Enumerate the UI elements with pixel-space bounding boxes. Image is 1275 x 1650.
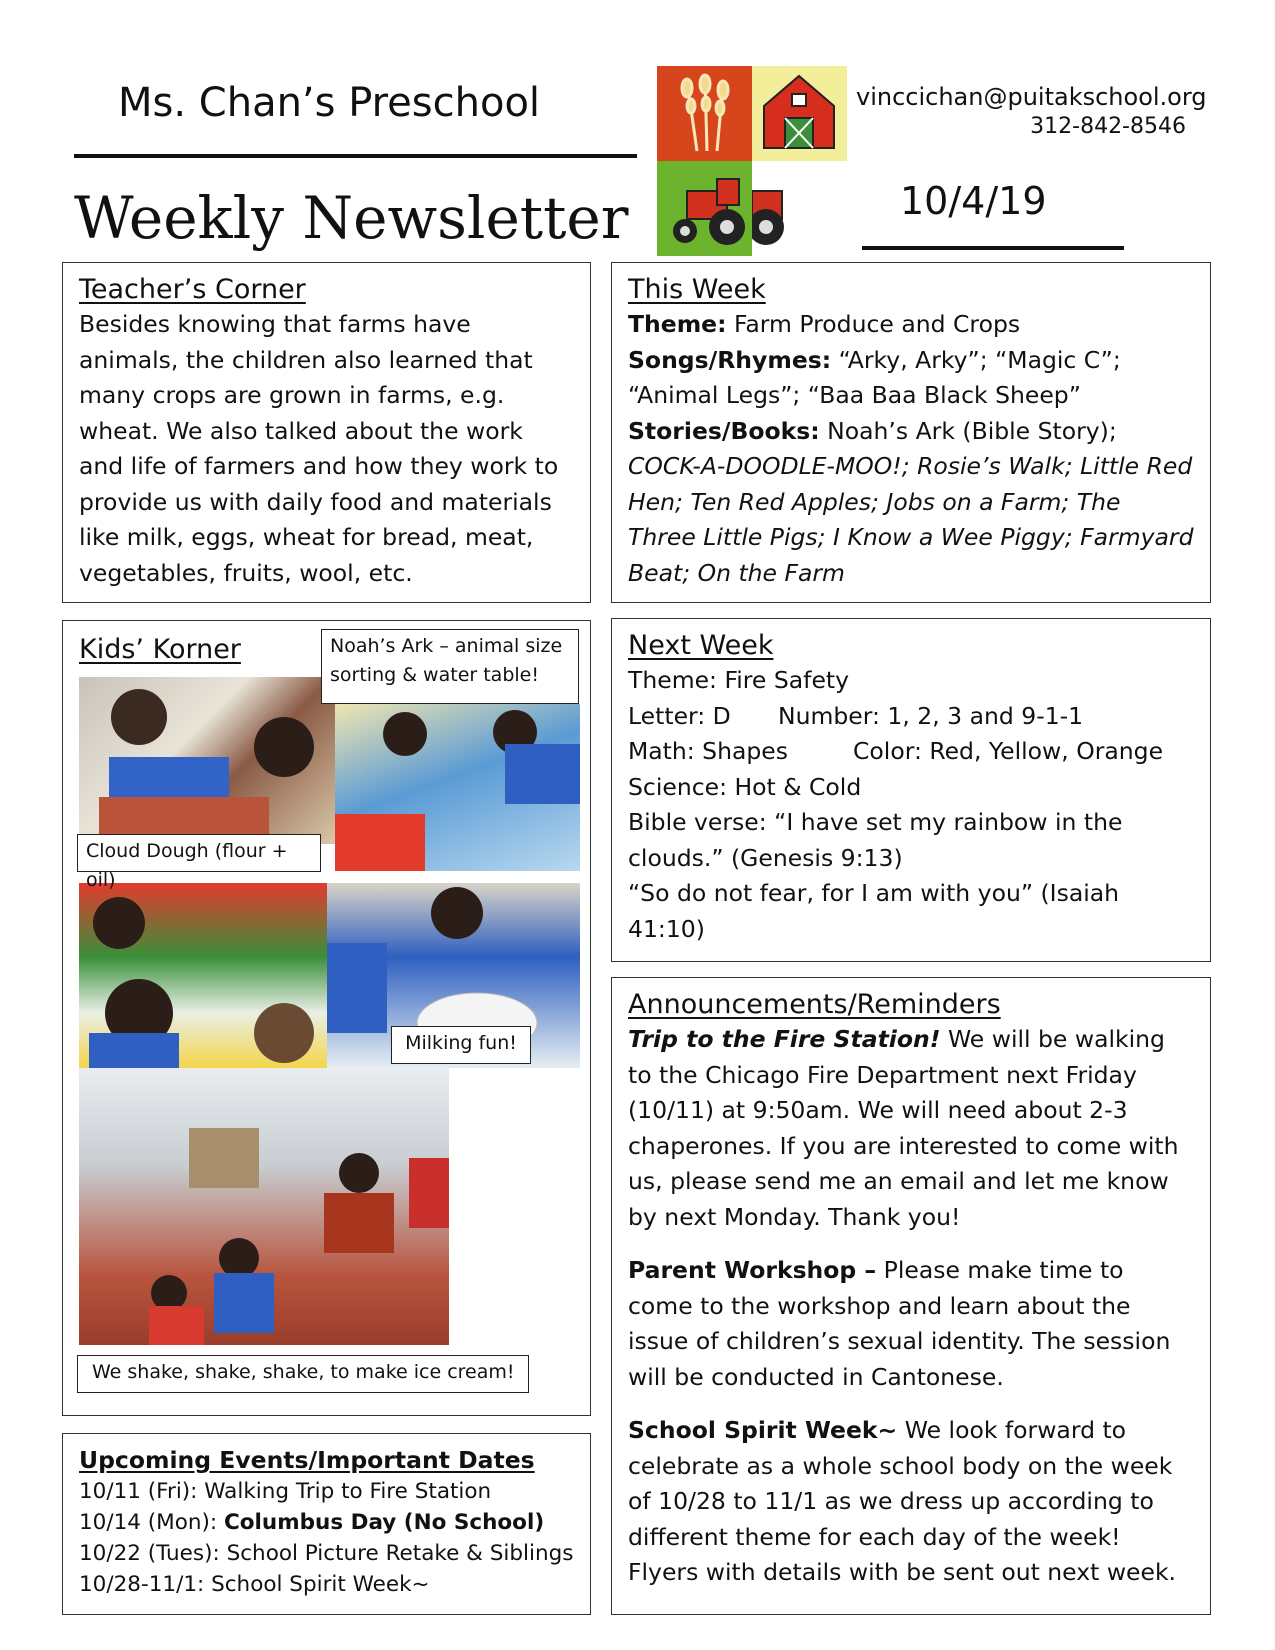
next-bible-verse: Bible verse: “I have set my rainbow in the clouds.” (Genesis 9:13) (628, 808, 1123, 872)
announcement-spirit (628, 1413, 1194, 1591)
tractor-icon-extension (752, 161, 847, 256)
header-rule (74, 154, 637, 158)
next-verse-2: “So do not fear, for I am with you” (Isaiah 41:10) (628, 879, 1120, 943)
photo-sorting (79, 677, 335, 844)
next-letter: Letter: D (628, 701, 731, 730)
next-science: Science: Hot & Cold (628, 772, 862, 801)
caption-milking: Milking fun! (391, 1026, 531, 1064)
event-date: 10/14 (Mon): (79, 1510, 218, 1535)
songs-line (628, 343, 1194, 414)
announcements-title: Announcements/Reminders (628, 989, 1001, 1020)
theme-label: Theme: (628, 310, 727, 338)
newsletter-title: Weekly Newsletter (74, 184, 629, 252)
this-week-body (628, 307, 1194, 591)
kids-korner-title: Kids’ Korner (79, 634, 241, 665)
contact-email[interactable]: vinccichan@puitakschool.org (856, 83, 1207, 111)
trip-text: We will be walking to the Chicago Fire Department next Friday (10/11) at 9:50am. We will need about 2-3 chaperones. If you are interested to come with us, please send me an email and let me know by next Monday. Thank you! (628, 1025, 1179, 1231)
event-text: School Spirit Week~ (211, 1572, 430, 1597)
event-text: School Picture Retake & Siblings (226, 1541, 574, 1566)
teachers-corner-title: Teacher’s Corner (79, 274, 306, 305)
next-week-title: Next Week (628, 630, 774, 661)
spirit-heading: School Spirit Week~ (628, 1416, 898, 1444)
teachers-corner-box (62, 262, 591, 603)
event-item (79, 1507, 574, 1538)
workshop-heading: Parent Workshop – (628, 1256, 877, 1284)
events-list (79, 1476, 574, 1600)
wheat-icon (657, 66, 752, 161)
stories-plain: Noah’s Ark (Bible Story); (827, 416, 1117, 445)
stories-titles: COCK-A-DOODLE-MOO!; Rosie’s Walk; Little Red Hen; Ten Red Apples; Jobs on a Farm; The Three Little Pigs; I Know a Wee Piggy; Farmyard Beat; On the Farm (628, 452, 1194, 587)
theme-value: Farm Produce and Crops (734, 310, 1021, 338)
this-week-title: This Week (628, 274, 766, 305)
stories-label: Stories/Books: (628, 416, 820, 445)
event-text: Walking Trip to Fire Station (204, 1479, 492, 1504)
event-date: 10/11 (Fri): (79, 1479, 198, 1504)
event-date: 10/28-11/1: (79, 1572, 205, 1597)
stories-line (628, 414, 1194, 592)
newsletter-date: 10/4/19 (900, 179, 1047, 223)
trip-heading: Trip to the Fire Station! (628, 1025, 941, 1053)
next-week-box (611, 618, 1211, 962)
next-math: Math: Shapes (628, 737, 789, 765)
workshop-text: Please make time to come to the workshop and learn about the issue of children’s sexual identity. The session will be conducted in Cantonese. (628, 1256, 1171, 1391)
next-color: Color: Red, Yellow, Orange (853, 737, 1164, 765)
date-rule (862, 246, 1124, 250)
upcoming-events-box (62, 1433, 591, 1615)
letter-number-line (628, 699, 1194, 735)
next-number: Number: 1, 2, 3 and 9-1-1 (778, 701, 1084, 730)
event-date: 10/22 (Tues): (79, 1541, 220, 1566)
tractor-icon (657, 161, 752, 256)
this-week-box (611, 262, 1211, 603)
caption-ice-cream: We shake, shake, shake, to make ice cream! (77, 1355, 529, 1393)
announcement-trip (628, 1022, 1194, 1235)
next-theme: Theme: Fire Safety (628, 666, 850, 694)
caption-cloud-dough: Cloud Dough (flour + oil) (77, 834, 321, 872)
school-name: Ms. Chan’s Preschool (118, 80, 541, 126)
upcoming-title: Upcoming Events/Important Dates (79, 1446, 535, 1474)
event-item (79, 1476, 574, 1507)
next-week-body (628, 663, 1194, 947)
photo-water-table (335, 704, 580, 871)
farm-logo (657, 66, 847, 256)
barn-icon (752, 66, 847, 161)
songs-value: “Arky, Arky”; “Magic C”; “Animal Legs”; “Baa Baa Black Sheep” (628, 345, 1121, 409)
caption-noahs-ark: Noah’s Ark – animal size sorting & water table! (321, 629, 579, 704)
spirit-text: We look forward to celebrate as a whole school body on the week of 10/28 to 11/1 as we dress up according to different theme for each day of the week! Flyers with details with be sent out next week. (628, 1416, 1177, 1586)
event-item (79, 1538, 574, 1569)
kids-korner-box (62, 620, 591, 1416)
teachers-corner-text: Besides knowing that farms have animals, the children also learned that many crops are grown in farms, e.g. wheat. We also talked about the work and life of farmers and how they work to provide us with daily food and materials like milk, eggs, wheat for bread, meat, vegetables, fruits, wool, etc. (79, 310, 559, 587)
photo-ice-cream (79, 1068, 449, 1345)
event-item (79, 1569, 574, 1600)
songs-label: Songs/Rhymes: (628, 345, 832, 374)
math-color-line (628, 734, 1194, 770)
contact-phone: 312-842-8546 (1030, 114, 1186, 139)
announcement-workshop (628, 1253, 1194, 1395)
theme-line (628, 307, 1194, 343)
announcements-box (611, 977, 1211, 1615)
photo-cloud-dough (79, 883, 327, 1068)
event-text: Columbus Day (No School) (224, 1510, 545, 1535)
